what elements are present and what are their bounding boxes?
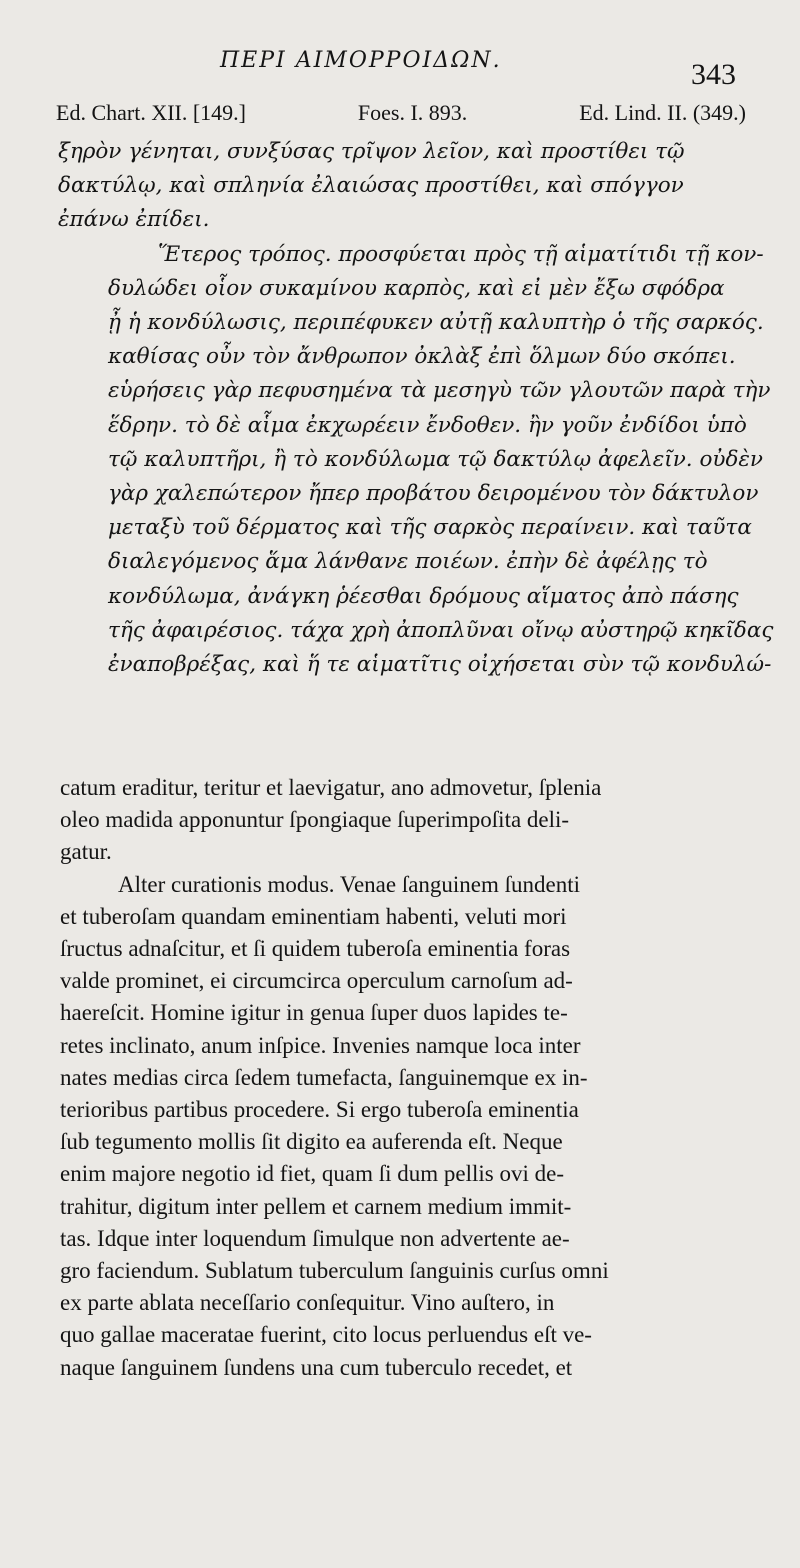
greek-line: ᾖ ἡ κονδύλωσις, περιπέφυκεν αὐτῇ καλυπτὴρ ὁ τῆς σαρκός.: [108, 310, 764, 336]
running-head-title: ΠΕΡΙ ΑΙΜΟΡΡΟΙΔΩΝ.: [220, 48, 502, 73]
greek-line: Ἕτερος τρόπος. προσφύεται πρὸς τῇ αἱματίτιδι τῇ κον-: [158, 241, 764, 267]
ref-foes: Foes. I. 893.: [357, 100, 468, 125]
latin-line: et tuberoſam quandam eminentiam habenti, veluti mori: [60, 903, 567, 929]
latin-line: trahitur, digitum inter pellem et carnem medium immit-: [60, 1193, 572, 1219]
greek-line: ἐναποβρέξας, καὶ ἥ τε αἱματῖτις οἰχήσεται σὺν τῷ κονδυλώ-: [108, 652, 772, 678]
latin-line: ſructus adnaſcitur, et ſi quidem tuberoſa eminentia foras: [60, 936, 571, 962]
ref-linden: Ed. Lind. II. (349.): [579, 100, 746, 125]
greek-line: δυλώδει οἷον συκαμίνου καρπὸς, καὶ εἰ μὲν ἔξω σφόδρα: [108, 275, 725, 301]
page-number: 343: [691, 58, 736, 91]
greek-paragraph-2: [58, 238, 774, 683]
greek-line: ἕδρην. τὸ δὲ αἷμα ἐκχωρέειν ἔνδοθεν. ἢν γοῦν ἐνδίδοι ὑπὸ: [108, 412, 747, 438]
latin-line: gatur.: [60, 839, 112, 865]
greek-line: μεταξὺ τοῦ δέρματος καὶ τῆς σαρκὸς περαίνειν. καὶ ταῦτα: [108, 515, 752, 541]
greek-line: ἐπάνω ἐπίδει.: [58, 207, 210, 233]
latin-line: terioribus partibus procedere. Si ergo tuberoſa eminentia: [60, 1097, 579, 1123]
greek-line: δακτύλῳ, καὶ σπληνία ἐλαιώσας προστίθει, καὶ σπόγγον: [58, 173, 684, 199]
latin-line: quo gallae maceratae fuerint, cito locus perluendus eſt ve-: [60, 1322, 592, 1348]
greek-paragraph-1: [58, 135, 748, 238]
greek-line: τῆς ἀφαιρέσιος. τάχα χρὴ ἀποπλῦναι οἴνῳ αὐστηρῷ κηκῖδας: [108, 617, 774, 643]
latin-line: oleo madida apponuntur ſpongiaque ſuperimpoſita deli-: [60, 807, 570, 833]
latin-line: retes inclinato, anum inſpice. Invenies namque loca inter: [60, 1032, 581, 1058]
latin-line: valde prominet, ei circumcirca operculum carnoſum ad-: [60, 968, 573, 994]
greek-line: τῷ καλυπτῆρι, ἢ τὸ κονδύλωμα τῷ δακτύλῳ ἀφελεῖν. οὐδὲν: [108, 446, 764, 472]
latin-line: nates medias circa ſedem tumefacta, ſanguinemque ex in-: [60, 1064, 588, 1090]
latin-line: ex parte ablata neceſſario conſequitur. Vino auſtero, in: [60, 1290, 555, 1316]
latin-line: catum eraditur, teritur et laevigatur, ano admovetur, ſplenia: [60, 775, 602, 800]
latin-paragraph-2: [60, 869, 740, 1384]
edition-references: [56, 100, 746, 126]
latin-paragraph-1: [60, 772, 740, 869]
latin-line: tas. Idque inter loquendum ſimulque non advertente ae-: [60, 1225, 570, 1251]
greek-line: διαλεγόμενος ἅμα λάνθανε ποιέων. ἐπὴν δὲ ἀφέλῃς τὸ: [108, 549, 708, 575]
greek-text-block: [58, 135, 774, 682]
greek-line: κονδύλωμα, ἀνάγκη ῥέεσθαι δρόμους αἵματος ἀπὸ πάσης: [108, 583, 739, 609]
latin-line: Alter curationis modus. Venae ſanguinem ſundenti: [118, 871, 581, 897]
latin-line: gro faciendum. Sublatum tuberculum ſanguinis curſus omni: [60, 1258, 609, 1284]
greek-line: εὑρήσεις γὰρ πεφυσημένα τὰ μεσηγὺ τῶν γλουτῶν παρὰ τὴν: [108, 378, 771, 404]
latin-line: enim majore negotio id fiet, quam ſi dum pellis ovi de-: [60, 1161, 564, 1187]
ref-chartier: Ed. Chart. XII. [149.]: [56, 100, 247, 125]
latin-text-block: [60, 772, 740, 1384]
latin-line: haereſcit. Homine igitur in genua ſuper duos lapides te-: [60, 1000, 568, 1026]
latin-line: naque ſanguinem ſundens una cum tuberculo recedet, et: [60, 1354, 573, 1380]
greek-line: ξηρὸν γένηται, συνξύσας τρῖψον λεῖον, καὶ προστίθει τῷ: [58, 139, 685, 164]
greek-line: γὰρ χαλεπώτερον ἤπερ προβάτου δειρομένου τὸν δάκτυλον: [108, 481, 759, 507]
greek-line: καθίσας οὖν τὸν ἄνθρωπον ὀκλὰξ ἐπὶ ὅλμων δύο σκόπει.: [108, 344, 736, 370]
latin-line: ſub tegumento mollis ſit digito ea auferenda eſt. Neque: [60, 1129, 563, 1155]
